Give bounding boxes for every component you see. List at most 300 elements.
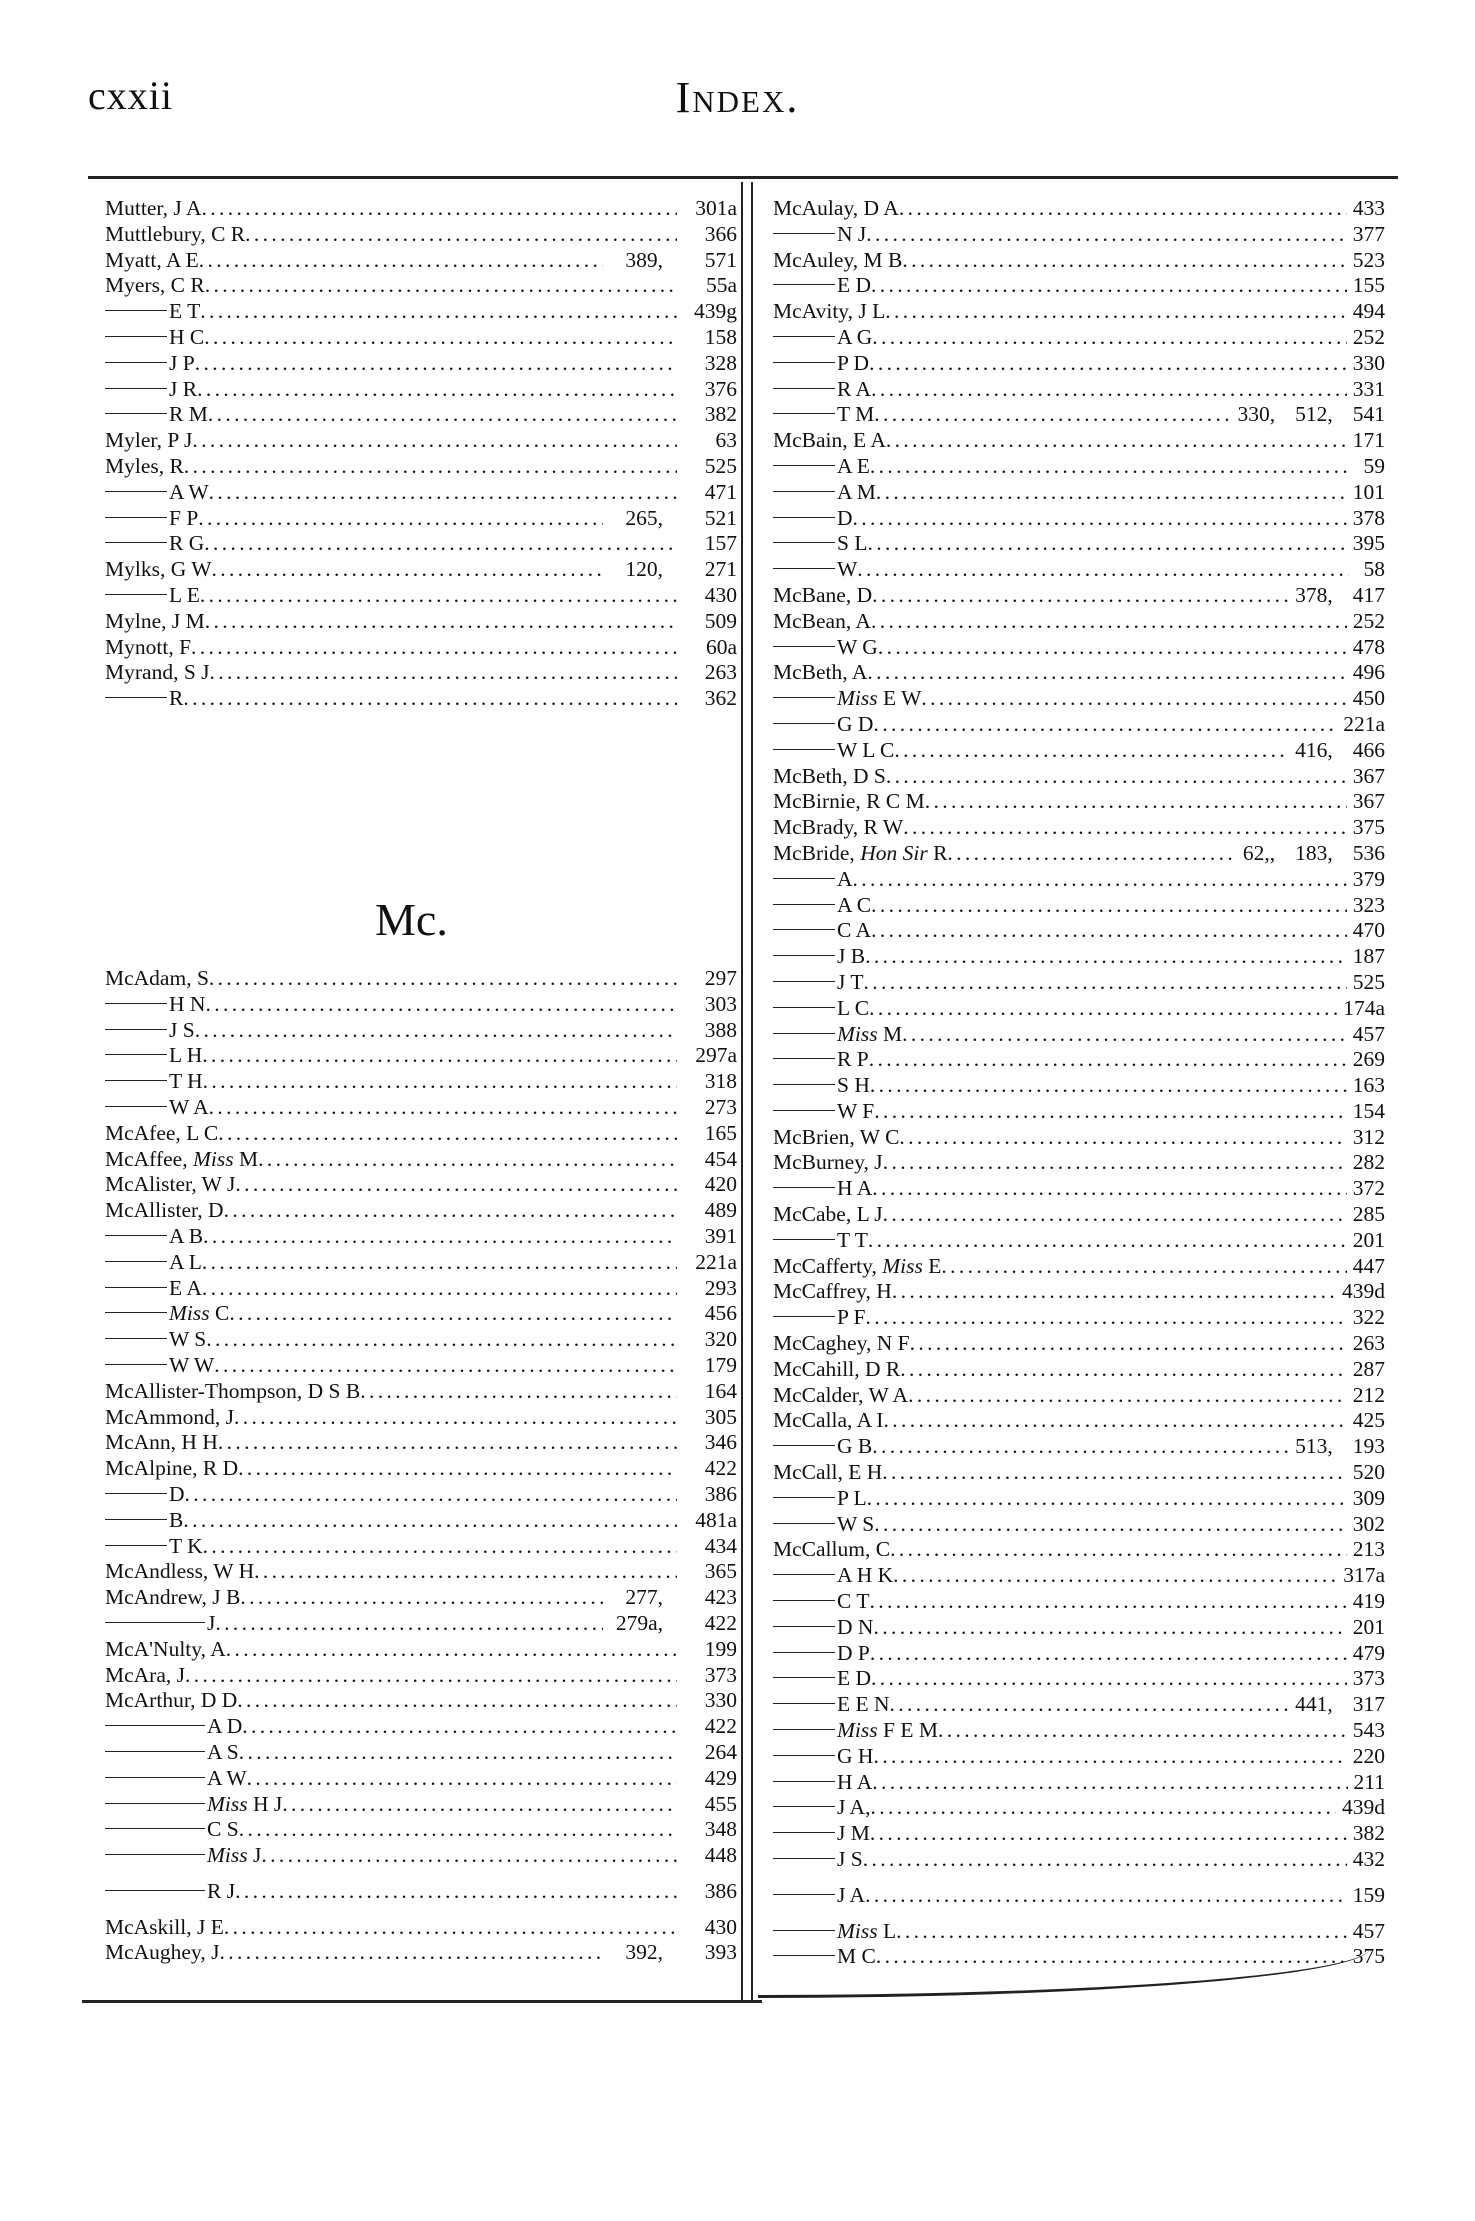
repeat-dash [773,388,835,389]
entry-name: S H [837,1073,870,1098]
entry-pages [677,428,737,454]
page-ref: 303 [704,991,737,1016]
entry-name: E E N [837,1692,890,1717]
entry-name: P L [837,1485,867,1510]
index-entry [773,1254,1385,1280]
entry-name: W S [169,1327,207,1352]
page-ref: 63 [715,428,737,453]
index-entry [773,712,1385,738]
index-entry [773,893,1385,919]
entry-title: Miss [882,1253,923,1278]
leader-dots [871,609,1347,635]
entry-pages [1347,944,1385,970]
repeat-dash [773,1755,835,1756]
index-entry [773,1795,1385,1821]
index-entry [773,1150,1385,1176]
entry-pages [677,1482,737,1508]
page-ref: 157 [704,531,737,556]
repeat-dash [105,1235,167,1236]
entry-name: McCalder, W A [773,1382,909,1407]
entry-name: McAffee, Miss M [105,1146,259,1171]
leader-dots [229,1301,677,1327]
leader-dots [886,764,1347,790]
index-entry [105,557,737,583]
index-entry [105,273,737,299]
page-ref: 305 [704,1404,737,1429]
entry-pages [603,506,737,532]
repeat-dash [105,1890,205,1891]
leader-dots [208,402,677,428]
index-entry [105,1276,737,1302]
entry-pages [677,1224,737,1250]
leader-dots [853,506,1347,532]
page-ref: 163 [1352,1073,1385,1098]
leader-dots [867,1486,1347,1512]
entry-pages [1347,1305,1385,1331]
leader-dots [883,1408,1346,1434]
entry-pages [1347,1744,1385,1770]
index-entry [773,789,1385,815]
entry-pages [1347,1847,1385,1873]
entry-name: E A [169,1275,202,1300]
entry-pages [677,1559,737,1585]
entry-name: Miss M [837,1021,903,1046]
entry-pages [1347,764,1385,790]
entry-name: A S [207,1739,239,1764]
page-ref: 211 [1353,1769,1385,1794]
index-entry [773,1770,1385,1796]
entry-name: McBeth, D S [773,763,886,788]
page-ref: 439d [1342,1795,1385,1820]
leader-dots [853,867,1347,893]
bottom-rule [82,2000,762,2003]
entry-name: McAndless, W H [105,1559,255,1584]
entry-name: P F [837,1305,866,1330]
leader-dots [185,1663,677,1689]
entry-title: Miss [837,1718,878,1743]
entry-name: McAllister-Thompson, D S B [105,1378,361,1403]
index-entry [105,1637,737,1663]
page-ref: 489 [704,1198,737,1223]
repeat-dash [105,1312,167,1313]
entry-name: McAughey, J [105,1940,220,1965]
leader-dots [184,454,677,480]
entry-pages [1347,1589,1385,1615]
page-ref: 543 [1352,1718,1385,1743]
entry-title: Miss [207,1791,248,1816]
leader-dots [261,1843,677,1869]
entry-pages [677,402,737,428]
index-entry [105,1879,737,1905]
index-entry [105,1379,737,1405]
leader-dots [240,1585,603,1611]
repeat-dash [773,1832,835,1833]
entry-name: Miss H J [207,1791,283,1816]
entry-pages [1347,299,1385,325]
page-ref: 155 [1352,273,1385,298]
entry-pages [677,1018,737,1044]
entry-pages [1347,1254,1385,1280]
entry-name: J [207,1610,216,1635]
repeat-dash [105,310,167,311]
entry-name: McCall, E H [773,1460,883,1485]
entry-pages [1347,1460,1385,1486]
index-entry [773,1460,1385,1486]
page-ref: 525 [704,453,737,478]
repeat-dash [105,1364,167,1365]
entry-pages [677,273,737,299]
leader-dots [869,1589,1346,1615]
entry-pages [1347,1047,1385,1073]
page-ref: 317a [1343,1563,1385,1588]
leader-dots [212,557,603,583]
index-entry [105,1714,737,1740]
entry-name: A [837,866,853,891]
page-ref: 212 [1352,1382,1385,1407]
entry-name: E D [837,273,872,298]
leader-dots [865,1883,1347,1909]
entry-name: R A [837,376,872,401]
entry-pages [1347,1512,1385,1538]
page-ref: 433 [1352,196,1385,220]
entry-name: W S [837,1511,875,1536]
repeat-dash [105,1054,167,1055]
index-entry [773,1022,1385,1048]
leader-dots [876,480,1347,506]
entry-name: McCalla, A I [773,1408,884,1433]
leader-dots [871,918,1347,944]
entry-name: E T [169,299,201,324]
entry-name: S L [837,531,868,556]
index-entry [105,351,737,377]
leader-dots [202,1043,677,1069]
entry-name: Miss L [837,1918,897,1943]
leader-dots [902,1022,1347,1048]
entry-pages [677,1663,737,1689]
leader-dots [886,428,1347,454]
entry-name: McAvity, J L [773,299,886,324]
leader-dots [235,1172,677,1198]
entry-pages [1347,248,1385,274]
entry-pages [1349,557,1385,583]
index-entry [773,996,1385,1022]
index-entry [773,1919,1385,1945]
entry-name: McArthur, D D [105,1688,238,1713]
page-ref: 101 [1352,479,1385,504]
repeat-dash [773,955,835,956]
index-entry [105,1353,737,1379]
page-ref: 375 [1352,815,1385,840]
index-entry [105,299,737,325]
entry-pages [1347,1666,1385,1692]
page-ref: 312 [1352,1124,1385,1149]
index-entry [773,583,1385,609]
entry-name: McBean, A [773,608,871,633]
page-ref: 265, [625,505,663,530]
page-ref: 389, [625,247,663,272]
repeat-dash [105,697,167,698]
page-ref: 273 [704,1094,737,1119]
leader-dots [872,325,1347,351]
page-ref: 193 [1352,1434,1385,1459]
entry-name: H A [837,1176,873,1201]
page-title: Index. [675,73,800,122]
index-entry [773,1125,1385,1151]
index-entry [773,557,1385,583]
page-ref: 322 [1352,1305,1385,1330]
index-entry [773,738,1385,764]
entry-pages [1347,1383,1385,1409]
index-entry [773,222,1385,248]
page-ref: 263 [1352,1331,1385,1356]
entry-name: W F [837,1098,875,1123]
repeat-dash [773,646,835,647]
page-ref: 479 [1352,1640,1385,1665]
entry-name: C A [837,918,872,943]
entry-pages [677,660,737,686]
page-ref: 318 [704,1069,737,1094]
entry-pages [1347,660,1385,686]
repeat-dash [105,1029,167,1030]
repeat-dash [773,1497,835,1498]
index-entry [773,299,1385,325]
repeat-dash [105,1493,167,1494]
page-ref: 328 [704,350,737,375]
entry-pages [1347,351,1385,377]
page-ref: 471 [704,479,737,504]
repeat-dash [105,1545,167,1546]
index-entry [105,531,737,557]
entry-name: Miss F E M [837,1718,938,1743]
index-entry [105,1915,737,1941]
index-entry [773,1202,1385,1228]
entry-pages [1347,1883,1385,1909]
leader-dots [218,1121,677,1147]
entry-name: W G [837,634,878,659]
page-ref: 201 [1352,1614,1385,1639]
entry-pages [677,1766,737,1792]
page-ref: 423 [704,1585,737,1610]
entry-pages [677,992,737,1018]
page-ref: 330 [704,1688,737,1713]
page-ref: 470 [1352,918,1385,943]
page-ref: 297 [704,966,737,990]
index-entry [773,867,1385,893]
entry-title: Miss [837,1918,878,1943]
entry-pages [677,1069,737,1095]
entry-name: Mylks, G W [105,557,212,582]
entry-pages [1232,402,1386,428]
repeat-dash [773,233,835,234]
repeat-dash [773,878,835,879]
entry-name: McCaghey, N F [773,1331,910,1356]
page-ref: 277, [625,1585,663,1610]
index-entry [105,428,737,454]
page-ref: 429 [704,1765,737,1790]
index-entry [773,841,1385,867]
leader-dots [242,1714,677,1740]
leader-dots [890,1537,1347,1563]
index-entry [105,1147,737,1173]
leader-dots [205,273,677,299]
entry-pages [677,1095,737,1121]
index-entry [105,402,737,428]
page-ref: 448 [704,1843,737,1868]
entry-pages [677,1353,737,1379]
entry-name: Mynott, F [105,634,192,659]
entry-pages [1336,1279,1385,1305]
leader-dots [202,196,678,222]
index-entry [105,325,737,351]
page-ref: 450 [1352,686,1385,711]
entry-pages [677,1534,737,1560]
entry-name: N J [837,221,867,246]
entry-pages [1289,738,1385,764]
page-ref: 199 [704,1636,737,1661]
entry-pages [603,557,737,583]
entry-pages [677,635,737,661]
entry-pages [1337,1563,1385,1589]
section-heading: Mc. [375,894,448,945]
repeat-dash [773,1729,835,1730]
index-entry [773,1692,1385,1718]
entry-pages [677,609,737,635]
leader-dots [203,1224,677,1250]
leader-dots [245,222,677,248]
page-ref: 523 [1352,247,1385,272]
entry-name: D [837,505,853,530]
entry-pages [677,686,737,712]
entry-name: A L [169,1249,202,1274]
page-ref: 58 [1363,557,1385,582]
index-entry [773,918,1385,944]
index-entry [105,1095,737,1121]
index-entry [773,273,1385,299]
entry-name: Myles, R [105,453,184,478]
entry-pages [603,1940,737,1966]
leader-dots [867,531,1346,557]
page-ref: 388 [704,1017,737,1042]
page-ref: 60a [705,634,737,659]
entry-name: McBain, E A [773,428,886,453]
leader-dots [282,1792,677,1818]
repeat-dash [105,491,167,492]
entry-name: J B [837,944,866,969]
leader-dots [885,299,1346,325]
entry-name: W W [169,1352,215,1377]
page-ref: 330, [1237,402,1276,427]
index-entry [105,480,737,506]
index-entry [105,1940,737,1966]
page-ref: 379 [1352,866,1385,891]
entry-name: McAllister, D [105,1198,224,1223]
repeat-dash [773,1187,835,1188]
repeat-dash [105,1725,205,1726]
entry-name: McAndrew, J B [105,1585,241,1610]
entry-pages [677,1879,737,1905]
page-ref: 279a, [615,1610,663,1635]
entry-name: A H K [837,1563,894,1588]
entry-name: D [169,1481,185,1506]
index-entry [105,1585,737,1611]
index-entry [105,196,737,222]
entry-pages [1347,506,1385,532]
leader-dots [878,635,1347,661]
entry-name: A W [207,1765,247,1790]
page-ref: 520 [1352,1460,1385,1485]
entry-name: T K [169,1533,203,1558]
leader-dots [871,377,1347,403]
leader-dots [871,1666,1347,1692]
entry-name: C T [837,1589,870,1614]
repeat-dash [773,517,835,518]
index-entry [773,351,1385,377]
entry-name: McAfee, L C [105,1120,219,1145]
index-entry [105,1843,737,1869]
entry-pages [677,377,737,403]
entry-name: McBrady, R W [773,815,904,840]
entry-name: R G [169,531,205,556]
page-ref: 271 [704,557,737,582]
leader-dots [360,1379,677,1405]
page-ref: 439g [694,299,737,324]
leader-dots [874,402,1231,428]
leader-dots [202,1276,677,1302]
leader-dots [198,506,603,532]
leader-dots [869,996,1337,1022]
index-entry [773,815,1385,841]
leader-dots [882,1460,1346,1486]
index-entry [773,480,1385,506]
leader-dots [205,609,677,635]
entry-name: Myler, P J [105,428,193,453]
repeat-dash [773,1806,835,1807]
repeat-dash [773,697,835,698]
leader-dots [893,1563,1337,1589]
entry-name: McBeth, A [773,660,868,685]
index-entry [105,1817,737,1843]
entry-name: C S [207,1817,239,1842]
leader-dots [210,660,677,686]
repeat-dash [105,1080,167,1081]
repeat-dash [105,517,167,518]
entry-name: G D [837,711,874,736]
repeat-dash [773,1110,835,1111]
entry-pages [677,222,737,248]
leader-dots [200,299,677,325]
entry-pages [1347,428,1385,454]
index-entry [773,402,1385,428]
entry-name: McBride, Hon Sir R [773,840,948,865]
page-ref: 62,, [1242,840,1276,865]
repeat-dash [105,1828,205,1829]
repeat-dash [773,1007,835,1008]
leader-dots [872,1434,1289,1460]
entry-pages [677,1147,737,1173]
index-entry [773,1641,1385,1667]
page-ref: 457 [1352,1918,1385,1943]
index-entry [773,970,1385,996]
index-entry [773,377,1385,403]
entry-pages [677,1430,737,1456]
leader-dots [870,454,1349,480]
index-entry [773,635,1385,661]
index-entry [773,1099,1385,1125]
leader-dots [206,1327,677,1353]
page-ref: 317 [1352,1692,1385,1717]
entry-pages [677,1327,737,1353]
repeat-dash [773,1858,835,1859]
